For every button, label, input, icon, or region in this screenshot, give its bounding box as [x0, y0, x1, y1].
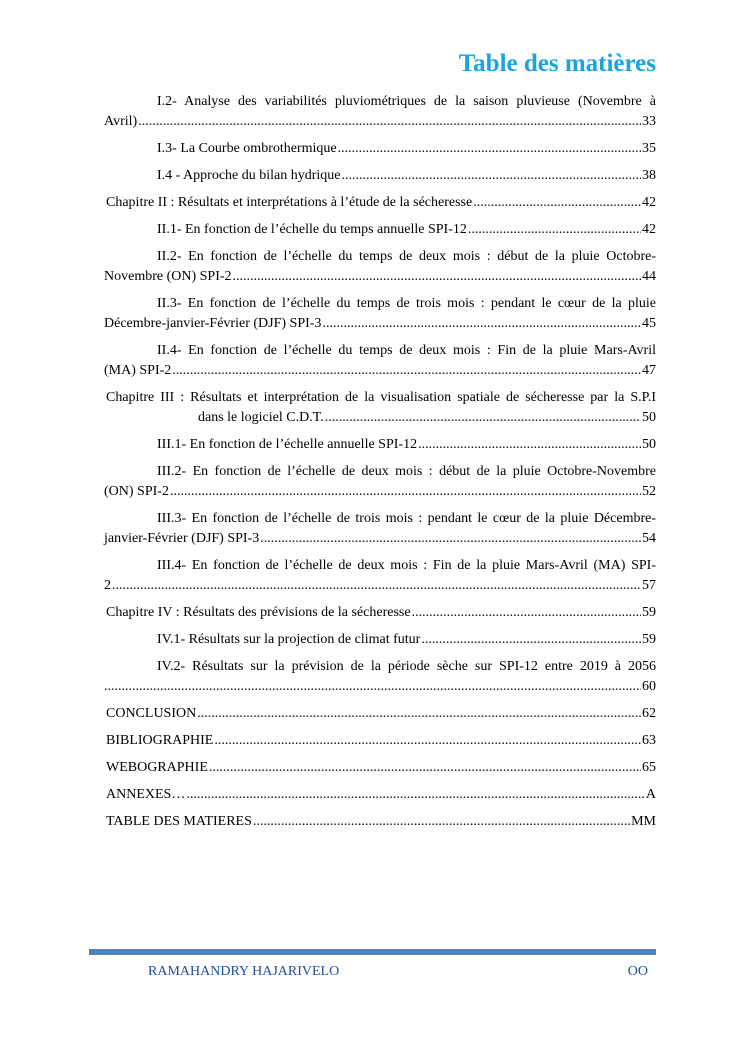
dot-leader	[186, 785, 645, 805]
table-of-contents	[104, 90, 656, 832]
toc-page-number: 47	[642, 363, 656, 378]
toc-entry-title: II.1- En fonction de l’échelle du temps annuelle SPI-12	[157, 222, 467, 237]
toc-entry-chapitre-2[interactable]	[104, 193, 656, 213]
toc-entry-title: II.4- En fonction de l’échelle du temps de deux mois : Fin de la pluie Mars-Avril	[157, 343, 656, 358]
toc-entry-title: III.3- En fonction de l’échelle de trois mois : pendant le cœur de la pluie Décembre-	[157, 511, 656, 526]
toc-entry-title: III.1- En fonction de l’échelle annuelle SPI-12	[157, 437, 418, 452]
toc-entry-i4[interactable]	[104, 166, 656, 186]
toc-page-number: 33	[642, 114, 656, 129]
toc-page-number: 52	[642, 484, 656, 499]
toc-entry-title: II.2- En fonction de l’échelle du temps de deux mois : début de la pluie Octobre-	[157, 249, 656, 264]
toc-entry-ii3[interactable]	[104, 294, 656, 334]
toc-entry-title: CONCLUSION	[106, 706, 197, 721]
dot-leader	[104, 677, 641, 697]
toc-entry-iii4[interactable]	[104, 556, 656, 596]
dot-leader	[172, 361, 641, 381]
dot-leader	[412, 603, 641, 623]
toc-page-number: 50	[642, 437, 656, 452]
dot-leader	[253, 812, 630, 832]
page-title: Table des matières	[458, 50, 656, 77]
toc-entry-title: Chapitre II : Résultats et interprétations à l’étude de la sécheresse	[106, 195, 473, 210]
dot-leader	[421, 630, 641, 650]
dot-leader	[197, 704, 641, 724]
toc-entry-ii2[interactable]	[104, 247, 656, 287]
toc-entry-title: Chapitre III : Résultats et interprétation de la visualisation spatiale de sécheresse par la S.P.I	[106, 390, 656, 405]
toc-page-number: A	[645, 787, 656, 802]
toc-entry-title: ANNEXES…	[106, 787, 186, 802]
toc-page-number: 62	[642, 706, 656, 721]
toc-page-number: 45	[642, 316, 656, 331]
dot-leader	[170, 482, 641, 502]
toc-entry-ii1[interactable]	[104, 220, 656, 240]
toc-entry-chapitre-4[interactable]	[104, 603, 656, 623]
toc-page-number: 42	[642, 195, 656, 210]
toc-entry-title: II.3- En fonction de l’échelle du temps de trois mois : pendant le cœur de la pluie	[157, 296, 656, 311]
toc-entry-title: WEBOGRAPHIE	[106, 760, 208, 775]
toc-page-number: 50	[642, 410, 656, 425]
toc-entry-chapitre-3[interactable]	[104, 388, 656, 428]
toc-entry-iii2[interactable]	[104, 462, 656, 502]
dot-leader	[260, 529, 641, 549]
toc-page-number: 54	[642, 531, 656, 546]
toc-entry-title-cont: Novembre (ON) SPI-2	[104, 269, 232, 284]
dot-leader	[322, 314, 641, 334]
dot-leader	[138, 112, 641, 132]
toc-entry-title-cont: Décembre-janvier-Février (DJF) SPI-3	[104, 316, 322, 331]
footer-author: RAMAHANDRY HAJARIVELO	[148, 964, 340, 979]
toc-entry-webographie[interactable]	[104, 758, 656, 778]
toc-entry-title-cont: Avril)	[104, 114, 138, 129]
toc-page-number: 42	[642, 222, 656, 237]
toc-page-number: 59	[642, 605, 656, 620]
dot-leader	[468, 220, 641, 240]
toc-page-number: 59	[642, 632, 656, 647]
toc-page-number: 57	[642, 578, 656, 593]
dot-leader	[473, 193, 641, 213]
toc-entry-conclusion[interactable]	[104, 704, 656, 724]
toc-entry-title: III.4- En fonction de l’échelle de deux mois : Fin de la pluie Mars-Avril (MA) SPI-	[157, 558, 656, 573]
toc-page-number: MM	[631, 814, 656, 829]
dot-leader	[342, 166, 641, 186]
dot-leader	[418, 435, 641, 455]
dot-leader	[209, 758, 641, 778]
toc-entry-title-cont: (MA) SPI-2	[104, 363, 172, 378]
toc-page-number: 60	[642, 679, 656, 694]
toc-page-number: 65	[642, 760, 656, 775]
toc-entry-iv2[interactable]	[104, 657, 656, 697]
toc-entry-iii3[interactable]	[104, 509, 656, 549]
toc-entry-title: I.4 - Approche du bilan hydrique	[157, 168, 341, 183]
toc-entry-table-des-matieres[interactable]	[104, 812, 656, 832]
dot-leader	[233, 267, 641, 287]
toc-entry-i2[interactable]	[104, 92, 656, 132]
toc-entry-title: IV.2- Résultats sur la prévision de la période sèche sur SPI-12 entre 2019 à 2056	[157, 659, 656, 674]
toc-page-number: 63	[642, 733, 656, 748]
toc-entry-title: IV.1- Résultats sur la projection de climat futur	[157, 632, 421, 647]
toc-entry-title: Chapitre IV : Résultats des prévisions de la sécheresse	[106, 605, 411, 620]
toc-entry-ii4[interactable]	[104, 341, 656, 381]
toc-page-number: 38	[642, 168, 656, 183]
toc-entry-iii1[interactable]	[104, 435, 656, 455]
dot-leader	[338, 139, 641, 159]
toc-entry-title: III.2- En fonction de l’échelle de deux mois : début de la pluie Octobre-Novembre	[157, 464, 656, 479]
toc-entry-title-cont: 2	[104, 578, 111, 593]
toc-entry-annexes[interactable]	[104, 785, 656, 805]
footer-page-number: OO	[627, 964, 648, 979]
toc-page-number: 44	[642, 269, 656, 284]
dot-leader	[325, 408, 641, 428]
toc-entry-title: I.2- Analyse des variabilités pluviométriques de la saison pluvieuse (Novembre à	[157, 94, 656, 109]
footer-divider	[89, 949, 656, 955]
toc-entry-i3[interactable]	[104, 139, 656, 159]
toc-entry-title-cont: dans le logiciel C.D.T.	[198, 410, 324, 425]
dot-leader	[112, 576, 641, 596]
toc-page-number: 35	[642, 141, 656, 156]
dot-leader	[214, 731, 641, 751]
toc-entry-title: TABLE DES MATIERES	[106, 814, 252, 829]
toc-entry-title-cont: (ON) SPI-2	[104, 484, 169, 499]
toc-entry-bibliographie[interactable]	[104, 731, 656, 751]
toc-entry-title: I.3- La Courbe ombrothermique	[157, 141, 337, 156]
toc-entry-iv1[interactable]	[104, 630, 656, 650]
toc-entry-title-cont: janvier-Février (DJF) SPI-3	[104, 531, 260, 546]
toc-entry-title: BIBLIOGRAPHIE	[106, 733, 214, 748]
